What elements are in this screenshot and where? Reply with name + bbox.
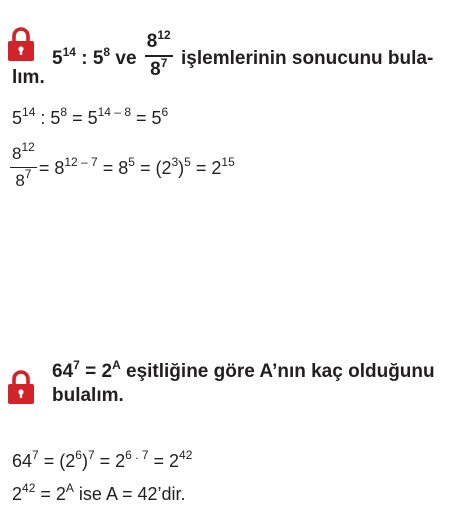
- problem1-heading: $5^{14}$ : $5^8$ ve $\frac{8^{12}}{8^7}$ işlemlerinin sonucunu bula- lım.: [12, 28, 434, 88]
- problem2-heading: $64^7 = 2^A$ eşitliğine göre A’nın kaç olduğunu bulalım.: [52, 358, 435, 406]
- problem2-solution-line1: $64^7 = (2^6)^7 = 2^{6 . 7} = 2^{42}$: [12, 448, 193, 471]
- solution-fraction: $\frac{8^{12}}{8^7}$: [12, 140, 35, 190]
- lock-icon: [6, 369, 36, 405]
- lock-icon: [6, 26, 36, 62]
- heading-fraction: $\frac{8^{12}}{8^7}$: [146, 28, 171, 80]
- problem2-solution-line2: $2^{42} = 2^A$ ise A = 42’dir.: [12, 481, 186, 504]
- problem1-solution-line2: $\frac{8^{12}}{8^7}$ = $8^{12 - 7} = 8^5 = (2^3)^5 = 2^{15}$: [10, 142, 235, 193]
- problem1-solution-line1: $5^{14}$ : $5^8 = 5^{14 - 8} = 5^6$: [12, 105, 169, 128]
